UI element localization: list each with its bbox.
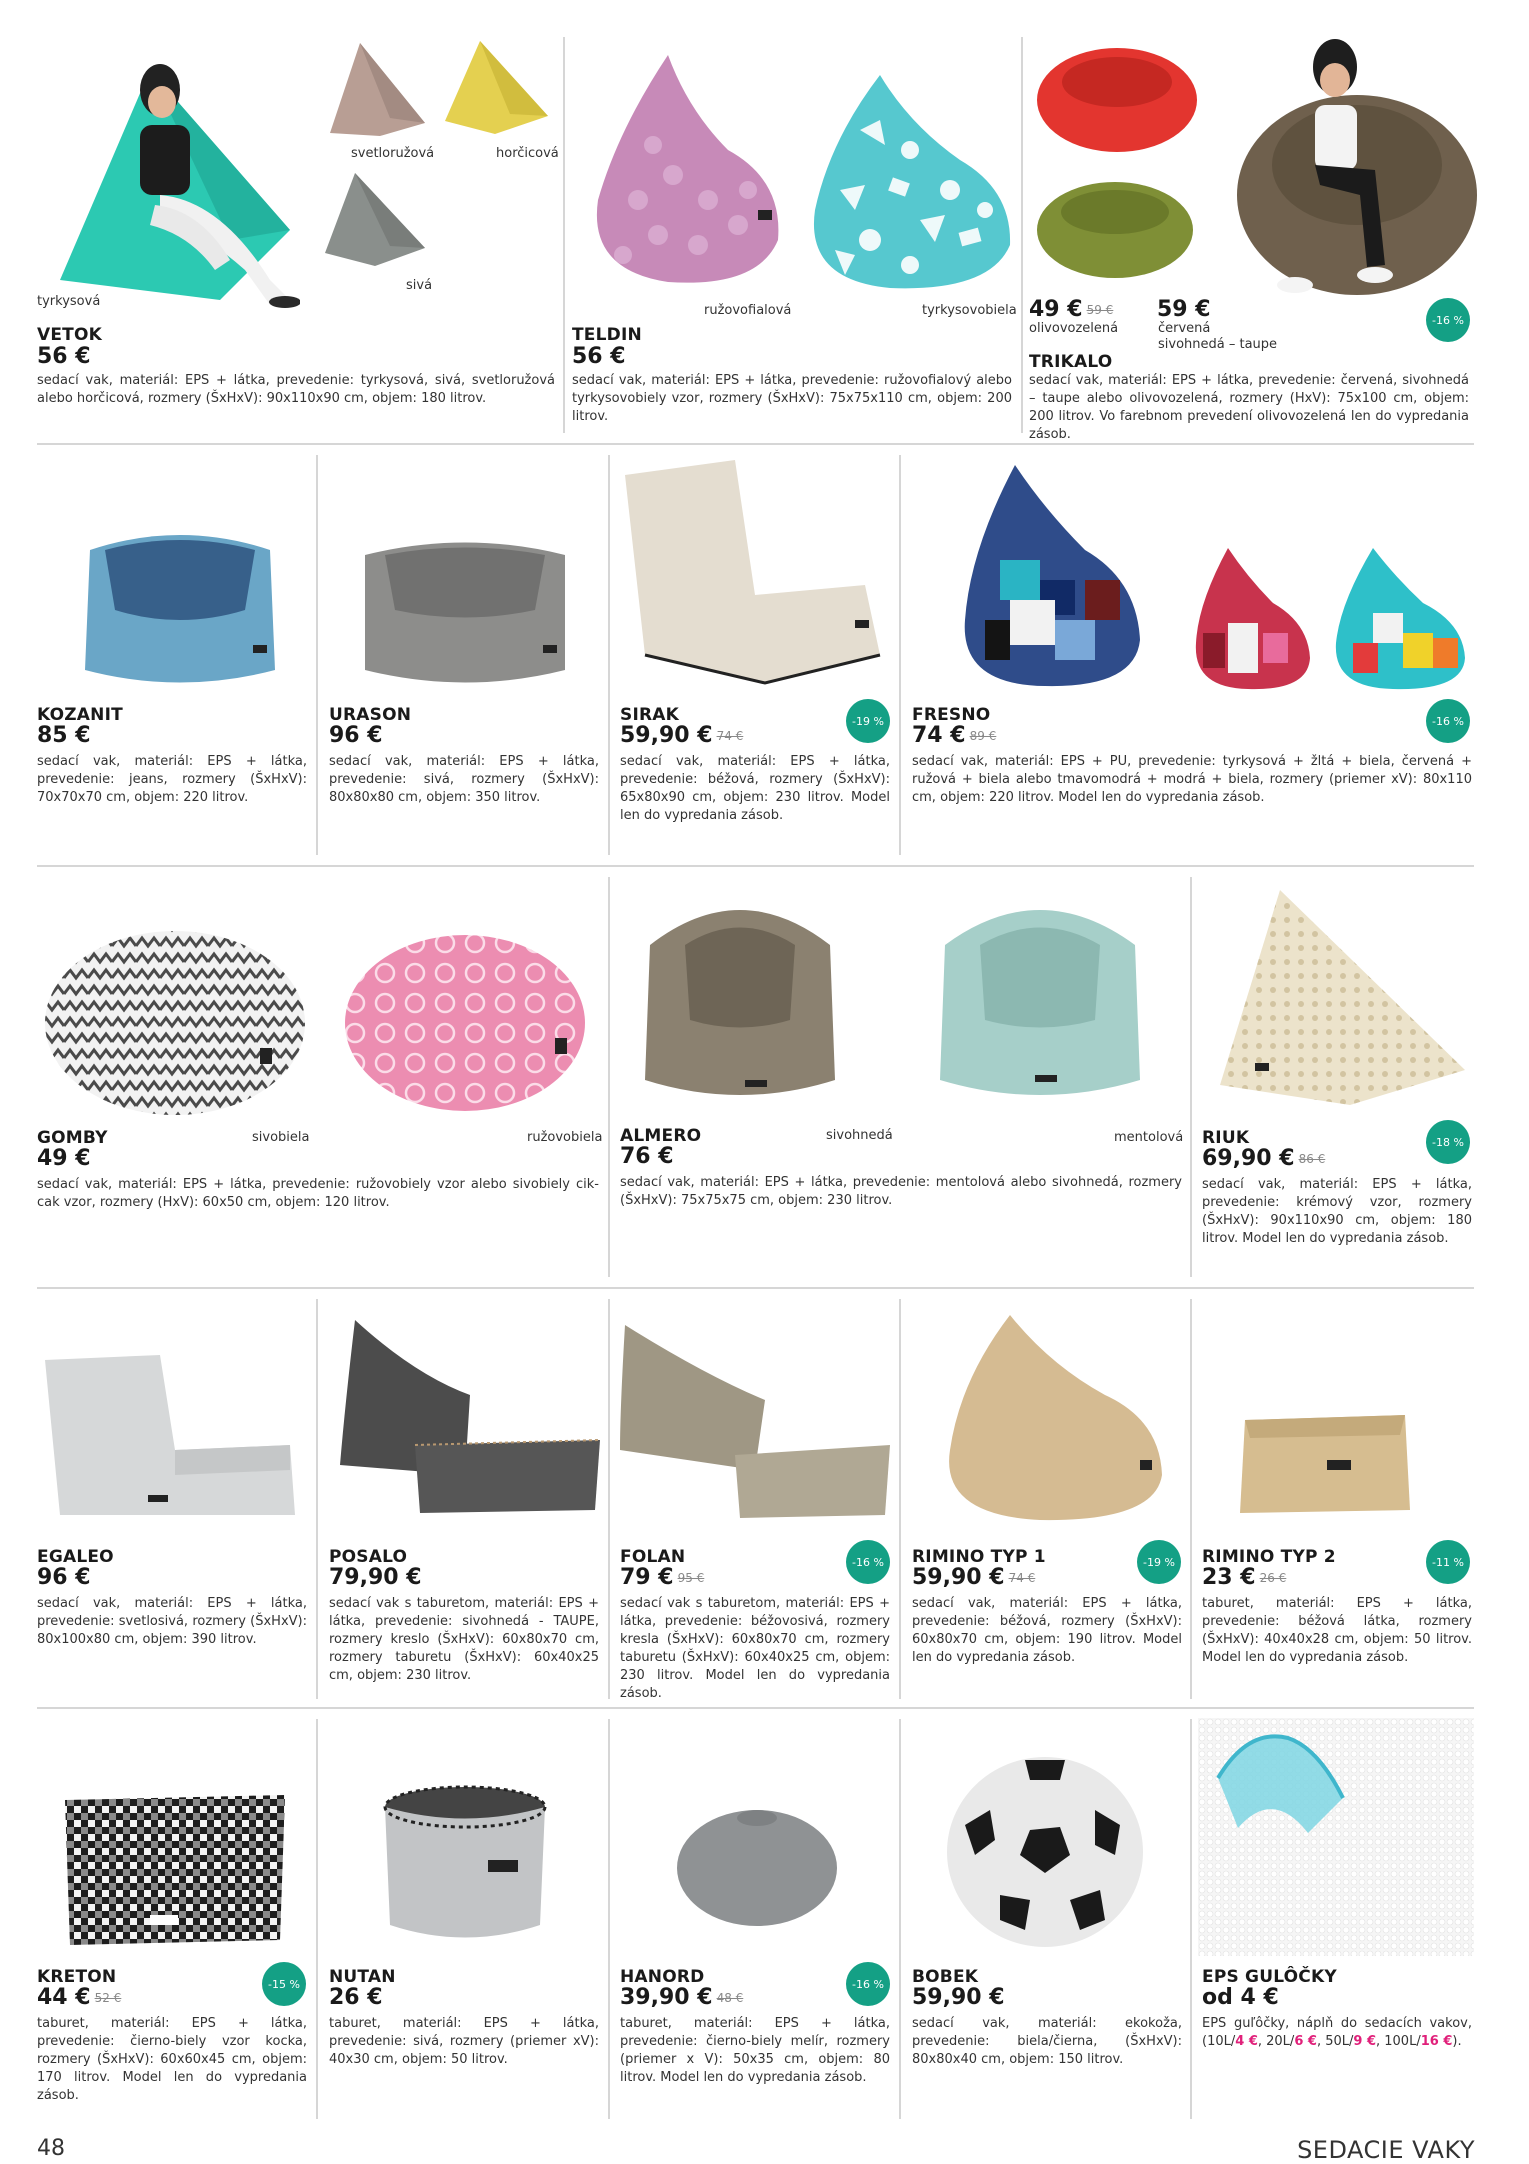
product-price: 59,90 € <box>912 1985 1005 2010</box>
product-description: sedací vak, materiál: EPS + látka, prevedenie: mentolová alebo sivohnedá, rozmery (ŠxHxV): 75x75x75 cm, objem: 230 litrov. <box>620 1175 1182 1208</box>
product-price: 26 € <box>329 1985 383 2010</box>
hanord-image <box>675 1803 840 1928</box>
product-name: SIRAK <box>620 705 679 725</box>
discount-badge: -16 % <box>846 1540 890 1584</box>
product-description: taburet, materiál: EPS + látka, prevedenie: béžová látka, rozmery (ŠxHxV): 40x40x28 cm, objem: 50 litrov. Model len do vypredania zásob. <box>1202 1596 1472 1665</box>
product-price: 96 € <box>329 723 383 748</box>
product-name: URASON <box>329 705 412 725</box>
folan-image <box>615 1320 895 1520</box>
product-price: 76 € <box>620 1144 674 1169</box>
price-highlight: 16 € <box>1420 2034 1453 2049</box>
price-highlight: 9 € <box>1353 2034 1376 2049</box>
product-description: sedací vak s taburetom, materiál: EPS + látka, prevedenie: sivohnedá - TAUPE, rozmery kreslo (ŠxHxV): 60x80x70 cm, rozmery taburetu (ŠxHxV): 60x40x25 cm, objem: 230 litrov. <box>329 1596 599 1683</box>
variant-label: sivohnedá – taupe <box>1158 337 1278 352</box>
product-description: sedací vak, materiál: ekokoža, prevedenie: biela/čierna, (ŠxHxV): 80x80x40 cm, objem: 150 litrov. <box>912 2016 1182 2067</box>
product-price: 79,90 € <box>329 1565 422 1590</box>
kozanit-image <box>75 520 285 690</box>
urason-image <box>355 525 575 690</box>
discount-badge: -19 % <box>1137 1540 1181 1584</box>
product-description: taburet, materiál: EPS + látka, prevedenie: čierno-biely vzor kocka, rozmery (ŠxHxV): 60x60x45 cm, objem: 170 litrov. Model len do vypredania zásob. <box>37 2016 307 2103</box>
rimino2-image <box>1235 1405 1415 1520</box>
product-description: sedací vak s taburetom, materiál: EPS + látka, prevedenie: béžovosivá, rozmery kresla (ŠxHxV): 60x80x70 cm, rozmery taburetu (ŠxHxV): 60x40x25 cm, objem: 230 litrov. Model len do vypredania zásob. <box>620 1596 890 1701</box>
vetok-mustard-image <box>440 36 550 136</box>
product-description: sedací vak, materiál: EPS + látka, prevedenie: jeans, rozmery (ŠxHxV): 70x70x70 cm, objem: 220 litrov. <box>37 754 307 805</box>
eps-beads-image <box>1198 1718 1474 1956</box>
almero-taupe-image <box>640 885 840 1105</box>
product-name: RIUK <box>1202 1128 1250 1148</box>
product-description: taburet, materiál: EPS + látka, prevedenie: čierno-biely melír, rozmery (priemer x V): 50x35 cm, objem: 80 litrov. Model len do vypredania zásob. <box>620 2016 890 2085</box>
old-price: 26 € <box>1259 1571 1287 1585</box>
variant-label: ružovobiela <box>527 1130 603 1145</box>
fresno-red-image <box>1188 543 1313 693</box>
variant-label: tyrkysovobiela <box>922 303 1017 318</box>
product-name: TELDIN <box>572 325 642 345</box>
fresno-navy-image <box>955 460 1145 690</box>
discount-badge: -16 % <box>1426 699 1470 743</box>
teldin-pinkviolet-image <box>578 50 788 290</box>
product-price: 56 € <box>572 344 626 369</box>
product-name: NUTAN <box>329 1967 396 1987</box>
old-price: 95 € <box>677 1571 705 1585</box>
category-title: SEDACIE VAKY <box>1297 2136 1475 2164</box>
product-description: taburet, materiál: EPS + látka, prevedenie: sivá, rozmery (priemer xV): 40x30 cm, objem: 50 litrov. <box>329 2016 599 2067</box>
product-name: BOBEK <box>912 1967 979 1987</box>
posalo-image <box>335 1315 605 1515</box>
variant-label: sivá <box>406 278 433 293</box>
product-description: sedací vak, materiál: EPS + látka, prevedenie: sivá, rozmery (ŠxHxV): 80x80x80 cm, objem: 350 litrov. <box>329 754 599 805</box>
old-price: 59 € <box>1086 303 1114 317</box>
product-price: 59 € <box>1157 297 1211 322</box>
product-name: FOLAN <box>620 1547 686 1567</box>
product-name: POSALO <box>329 1547 408 1567</box>
product-description: sedací vak, materiál: EPS + látka, prevedenie: béžová, rozmery (ŠxHxV): 60x80x70 cm, objem: 190 litrov. Model len do vypredania zásob. <box>912 1596 1182 1665</box>
variant-label: svetloružová <box>351 146 435 161</box>
old-price: 74 € <box>716 729 744 743</box>
nutan-image <box>380 1785 550 1950</box>
old-price: 89 € <box>969 729 997 743</box>
product-name: EGALEO <box>37 1547 114 1567</box>
variant-label: sivohnedá <box>826 1128 893 1143</box>
product-price: 96 € <box>37 1565 91 1590</box>
old-price: 86 € <box>1298 1152 1326 1166</box>
product-price: 59,90 € 74 € <box>620 723 744 748</box>
variant-label: horčicová <box>496 146 559 161</box>
price-highlight: 6 € <box>1294 2034 1317 2049</box>
product-name: VETOK <box>37 325 102 345</box>
product-price: 44 € 52 € <box>37 1985 122 2010</box>
variant-label: mentolová <box>1114 1130 1184 1145</box>
trikalo-olive-image <box>1035 172 1195 282</box>
product-name: RIMINO TYP 1 <box>912 1547 1046 1567</box>
kreton-image <box>60 1785 290 1950</box>
vetok-lightpink-image <box>320 38 430 138</box>
variant-label: ružovofialová <box>704 303 792 318</box>
page-number: 48 <box>37 2136 65 2161</box>
product-name: ALMERO <box>620 1126 702 1146</box>
variant-label: olivovozelená <box>1029 321 1119 336</box>
product-name: KOZANIT <box>37 705 123 725</box>
product-description: sedací vak, materiál: EPS + látka, prevedenie: ružovofialový alebo tyrkysovobiely vzor, rozmery (ŠxHxV): 75x75x110 cm, objem: 200 litrov. <box>572 373 1012 424</box>
old-price: 48 € <box>716 1991 744 2005</box>
product-description: sedací vak, materiál: EPS + látka, prevedenie: béžová, rozmery (ŠxHxV): 65x80x90 cm, objem: 230 litrov. Model len do vypredania zásob. <box>620 754 890 823</box>
trikalo-red-image <box>1035 40 1200 155</box>
riuk-image <box>1210 885 1470 1110</box>
product-description: sedací vak, materiál: EPS + látka, prevedenie: tyrkysová, sivá, svetloružová alebo horčicová, rozmery (ŠxHxV): 90x110x90 cm, objem: 180 litrov. <box>37 373 555 406</box>
trikalo-taupe-image <box>1235 35 1480 305</box>
sirak-image <box>615 455 885 690</box>
product-description: sedací vak, materiál: EPS + látka, prevedenie: červená, sivohnedá – taupe alebo olivovozelená, rozmery (HxV): 75x100 cm, objem: 200 litrov. Vo farebnom prevedení olivovozelená len do vypredania zásob. <box>1029 373 1469 442</box>
vetok-turquoise-image <box>40 30 300 320</box>
variant-label: tyrkysová <box>37 294 101 309</box>
price-highlight: 4 € <box>1235 2034 1258 2049</box>
gomby-grey-image <box>40 918 310 1118</box>
product-price: 49 € <box>37 1146 91 1171</box>
egaleo-image <box>40 1350 300 1525</box>
product-description: sedací vak, materiál: EPS + látka, prevedenie: krémový vzor, rozmery (ŠxHxV): 90x110x90 cm, objem: 180 litrov. Model len do vypredania zásob. <box>1202 1177 1472 1246</box>
product-description: sedací vak, materiál: EPS + látka, prevedenie: svetlosivá, rozmery (ŠxHxV): 80x100x80 cm, objem: 390 litrov. <box>37 1596 307 1647</box>
product-description: sedací vak, materiál: EPS + látka, prevedenie: ružovobiely vzor alebo sivobiely cik-cak vzor, rozmery (HxV): 60x50 cm, objem: 120 litrov. <box>37 1177 599 1210</box>
product-name: TRIKALO <box>1029 352 1113 372</box>
product-name: KRETON <box>37 1967 117 1987</box>
vetok-gray-image <box>320 168 430 268</box>
product-price: 74 € 89 € <box>912 723 997 748</box>
product-name: HANORD <box>620 1967 705 1987</box>
product-name: EPS GULÔČKY <box>1202 1967 1337 1987</box>
product-name: GOMBY <box>37 1128 108 1148</box>
product-price: 23 € 26 € <box>1202 1565 1287 1590</box>
discount-badge: -11 % <box>1426 1540 1470 1584</box>
product-price: od 4 € <box>1202 1985 1279 2010</box>
old-price: 74 € <box>1008 1571 1036 1585</box>
product-name: FRESNO <box>912 705 991 725</box>
old-price: 52 € <box>94 1991 122 2005</box>
gomby-pink-image <box>340 928 590 1113</box>
product-description: sedací vak, materiál: EPS + PU, prevedenie: tyrkysová + žltá + biela, červená + ružová + biela alebo tmavomodrá + modrá + biela, rozmery (priemer xV): 80x110 cm, objem: 220 litrov. Model len do vypredania zásob. <box>912 754 1472 805</box>
fresno-turquoise-image <box>1328 543 1468 693</box>
product-price: 79 € 95 € <box>620 1565 705 1590</box>
discount-badge: -16 % <box>1426 298 1470 342</box>
bobek-image <box>945 1755 1145 1950</box>
product-price: 85 € <box>37 723 91 748</box>
rimino1-image <box>930 1310 1170 1525</box>
product-price: 49 € 59 € <box>1029 297 1114 322</box>
teldin-turquoisewhite-image <box>800 70 1020 295</box>
product-price: 39,90 € 48 € <box>620 1985 744 2010</box>
discount-badge: -16 % <box>846 1962 890 2006</box>
discount-badge: -18 % <box>1426 1120 1470 1164</box>
product-price: 59,90 € 74 € <box>912 1565 1036 1590</box>
discount-badge: -15 % <box>262 1962 306 2006</box>
variant-label: sivobiela <box>252 1130 310 1145</box>
product-price: 69,90 € 86 € <box>1202 1146 1326 1171</box>
almero-mint-image <box>935 885 1145 1105</box>
product-price: 56 € <box>37 344 91 369</box>
product-name: RIMINO TYP 2 <box>1202 1547 1336 1567</box>
variant-label: červená <box>1158 321 1211 336</box>
product-description: EPS guľôčky, náplň do sedacích vakov, (10L/4 €, 20L/6 €, 50L/9 €, 100L/16 €). <box>1202 2016 1472 2049</box>
discount-badge: -19 % <box>846 699 890 743</box>
